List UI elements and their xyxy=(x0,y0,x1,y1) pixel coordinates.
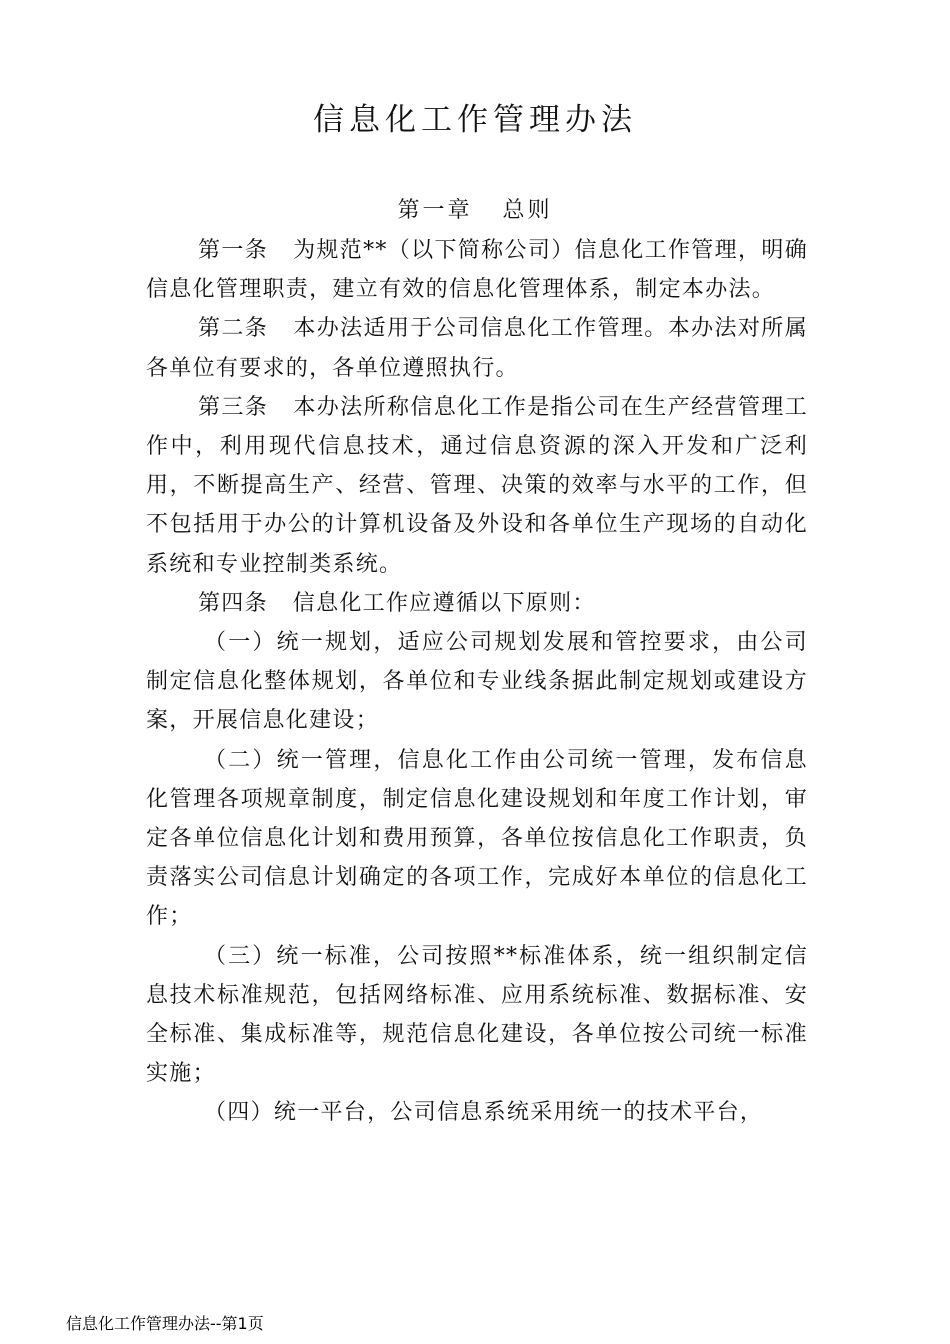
article-paragraph: 第二条 本办法适用于公司信息化工作管理。本办法对所属各单位有要求的，各单位遵照执行。 xyxy=(146,316,808,381)
document-title: 信息化工作管理办法 xyxy=(313,102,637,138)
principle-paragraph: （三）统一标准，公司按照**标准体系，统一组织制定信息技术标准规范，包括网络标准、应用系统标准、数据标准、安全标准、集成标准等，规范信息化建设，各单位按公司统一标准实施； xyxy=(146,943,808,1087)
principle-paragraph: （四）统一平台，公司信息系统采用统一的技术平台， xyxy=(204,1100,764,1126)
article-paragraph: 第四条 信息化工作应遵循以下原则： xyxy=(198,590,596,616)
principle-paragraph: （二）统一管理，信息化工作由公司统一管理，发布信息化管理各项规章制度，制定信息化建设规划和年度工作计划，审定各单位信息化计划和费用预算，各单位按信息化工作职责，负责落实公司信息计划确定的各项工作，完成好本单位的信息化工作； xyxy=(146,747,808,930)
principle-paragraph: （一）统一规划，适应公司规划发展和管控要求，由公司制定信息化整体规划，各单位和专业线条据此制定规划或建设方案，开展信息化建设； xyxy=(146,630,808,734)
document-body xyxy=(146,231,808,1133)
chapter-heading: 第一章 总则 xyxy=(397,198,553,223)
article-paragraph: 第一条 为规范**（以下简称公司）信息化工作管理，明确信息化管理职责，建立有效的信息化管理体系，制定本办法。 xyxy=(146,238,808,303)
page-footer: 信息化工作管理办法--第1页 xyxy=(66,1314,264,1333)
article-paragraph: 第三条 本办法所称信息化工作是指公司在生产经营管理工作中，利用现代信息技术，通过信息资源的深入开发和广泛利用，不断提高生产、经营、管理、决策的效率与水平的工作，但不包括用于办公的计算机设备及外设和各单位生产现场的自动化系统和专业控制类系统。 xyxy=(146,394,808,577)
